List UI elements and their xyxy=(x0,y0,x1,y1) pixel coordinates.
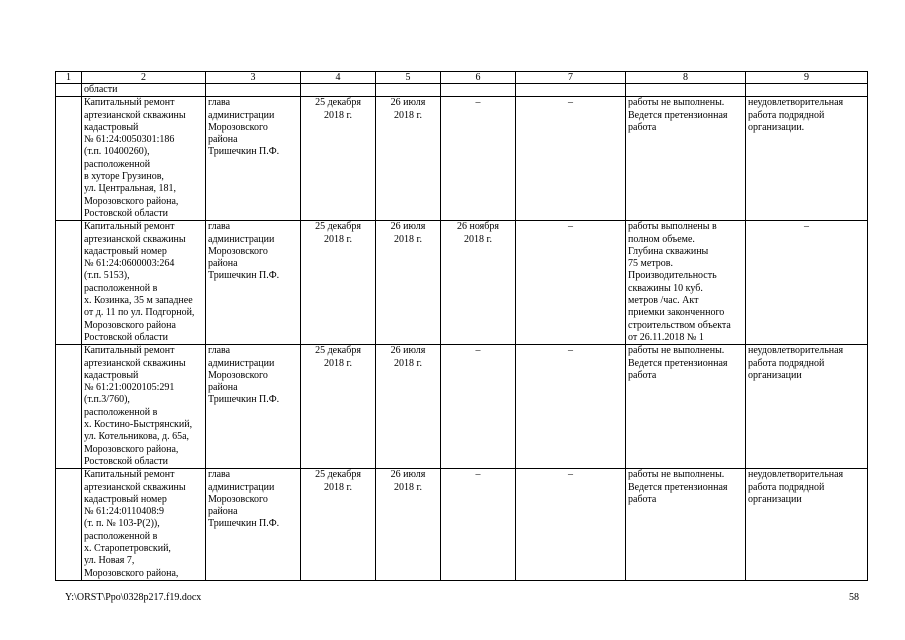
status-cell: работы не выполнены. Ведется претензионная работа xyxy=(626,345,746,469)
column-number: 1 xyxy=(56,72,82,84)
col7-cell: – xyxy=(516,345,626,469)
table-row xyxy=(56,469,868,581)
status-cell: работы не выполнены. Ведется претензионная работа xyxy=(626,469,746,581)
reason-cell: неудовлетворительная работа подрядной организации xyxy=(746,345,868,469)
column-number: 3 xyxy=(206,72,301,84)
object-cell: Капитальный ремонт артезианской скважины кадастровый № 61:21:0020105:291 (т.п.3/760), расположенной в х. Костино-Быстрянский, ул. Котельникова, д. 65а, Морозовского района, Ростовской области xyxy=(82,345,206,469)
planned-date-cell: 25 декабря 2018 г. xyxy=(301,97,376,221)
reason-cell: неудовлетворительная работа подрядной организации xyxy=(746,469,868,581)
column-number-row xyxy=(56,72,868,84)
column-number: 9 xyxy=(746,72,868,84)
col7-cell: – xyxy=(516,97,626,221)
start-date-cell: 26 июля 2018 г. xyxy=(376,345,441,469)
column-number: 4 xyxy=(301,72,376,84)
planned-date-cell: 25 декабря 2018 г. xyxy=(301,221,376,345)
status-cell: работы выполнены в полном объеме. Глубина скважины 75 метров. Производительность скважины 10 куб. метров /час. Акт приемки законченного строительством объекта от 26.11.2018 № 1 xyxy=(626,221,746,345)
table-row xyxy=(56,345,868,469)
start-date-cell: 26 июля 2018 г. xyxy=(376,97,441,221)
continuation-text: области xyxy=(82,84,206,97)
end-date-cell: 26 ноября 2018 г. xyxy=(441,221,516,345)
col7-cell: – xyxy=(516,221,626,345)
planned-date-cell: 25 декабря 2018 г. xyxy=(301,345,376,469)
object-cell: Капитальный ремонт артезианской скважины кадастровый № 61:24:0050301:186 (т.п. 10400260), расположенной в хуторе Грузинов, ул. Центральная, 181, Морозовского района, Ростовской области xyxy=(82,97,206,221)
start-date-cell: 26 июля 2018 г. xyxy=(376,221,441,345)
footer-file-path: Y:\ORST\Ppo\0328p217.f19.docx xyxy=(65,592,202,603)
responsible-cell: глава администрации Морозовского района Тришечкин П.Ф. xyxy=(206,469,301,581)
planned-date-cell: 25 декабря 2018 г. xyxy=(301,469,376,581)
responsible-cell: глава администрации Морозовского района Тришечкин П.Ф. xyxy=(206,345,301,469)
end-date-cell: – xyxy=(441,469,516,581)
reason-cell: – xyxy=(746,221,868,345)
object-cell: Капитальный ремонт артезианской скважины кадастровый номер № 61:24:0600003:264 (т.п. 5153), расположенной в х. Козинка, 35 м западнее от д. 11 по ул. Подгорной, Морозовского района Ростовской области xyxy=(82,221,206,345)
column-number: 5 xyxy=(376,72,441,84)
column-number: 6 xyxy=(441,72,516,84)
column-number: 7 xyxy=(516,72,626,84)
status-cell: работы не выполнены. Ведется претензионная работа xyxy=(626,97,746,221)
reason-cell: неудовлетворительная работа подрядной организации. xyxy=(746,97,868,221)
responsible-cell: глава администрации Морозовского района Тришечкин П.Ф. xyxy=(206,221,301,345)
table-row xyxy=(56,221,868,345)
end-date-cell: – xyxy=(441,97,516,221)
column-number: 8 xyxy=(626,72,746,84)
responsible-cell: глава администрации Морозовского района Тришечкин П.Ф. xyxy=(206,97,301,221)
report-table xyxy=(55,71,868,581)
object-cell: Капитальный ремонт артезианской скважины кадастровый номер № 61:24:0110408:9 (т. п. № 103-Р(2)), расположенной в х. Старопетровский, ул. Новая 7, Морозовского района, xyxy=(82,469,206,581)
end-date-cell: – xyxy=(441,345,516,469)
table-row xyxy=(56,97,868,221)
page-number: 58 xyxy=(849,592,859,603)
column-number: 2 xyxy=(82,72,206,84)
col7-cell: – xyxy=(516,469,626,581)
start-date-cell: 26 июля 2018 г. xyxy=(376,469,441,581)
continuation-row xyxy=(56,84,868,97)
